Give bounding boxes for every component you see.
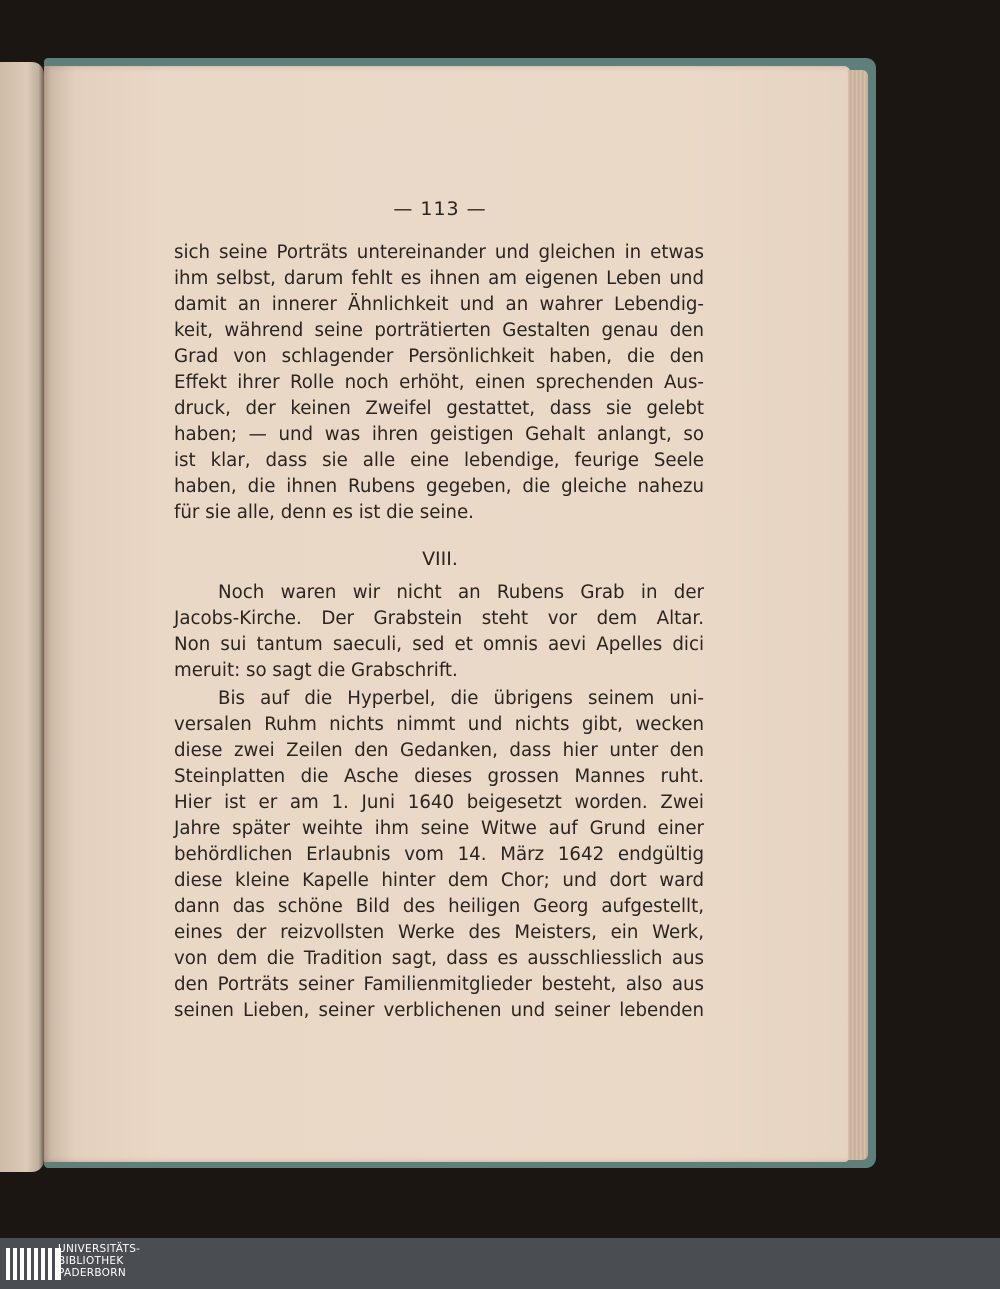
text-line: Jacobs-Kirche. Der Grabstein steht vor dem Altar.: [174, 608, 704, 629]
text-line: Jahre später weihte ihm seine Witwe auf Grund einer: [174, 818, 704, 839]
text-line: seinen Lieben, seiner verblichenen und seiner lebenden: [174, 1000, 704, 1021]
text-line: ihm selbst, darum fehlt es ihnen am eigenen Leben und: [174, 268, 704, 289]
text-line: Effekt ihrer Rolle noch erhöht, einen sprechenden Aus-: [174, 372, 704, 393]
library-logo-icon: [6, 1248, 61, 1280]
text-line: von dem die Tradition sagt, dass es ausschliesslich aus: [174, 948, 704, 969]
text-line: eines der reizvollsten Werke des Meisters, ein Werk,: [174, 922, 704, 943]
text-line: haben, die ihnen Rubens gegeben, die gleiche nahezu: [174, 476, 704, 497]
left-page-edge: [0, 62, 44, 1172]
text-line: Hier ist er am 1. Juni 1640 beigesetzt worden. Zwei: [174, 792, 704, 813]
text-line: druck, der keinen Zweifel gestattet, dass sie gelebt: [174, 398, 704, 419]
text-line: Non sui tantum saeculi, sed et omnis aevi Apelles dici: [174, 634, 704, 655]
paragraph-2: [174, 580, 704, 684]
text-line: dann das schöne Bild des heiligen Georg aufgestellt,: [174, 896, 704, 917]
footer-bar: [0, 1238, 1000, 1289]
logo-line: BIBLIOTHEK: [58, 1255, 124, 1267]
library-logo-text: [58, 1243, 140, 1279]
page-edges: [848, 70, 868, 1160]
text-line: diese zwei Zeilen den Gedanken, dass hier unter den: [174, 740, 704, 761]
text-line: keit, während seine porträtierten Gestalten genau den: [174, 320, 704, 341]
text-line: Noch waren wir nicht an Rubens Grab in der: [218, 582, 704, 603]
text-line: haben; — und was ihren geistigen Gehalt anlangt, so: [174, 424, 704, 445]
text-line: den Porträts seiner Familienmitglieder besteht, also aus: [174, 974, 704, 995]
section-heading: VIII.: [422, 548, 458, 570]
text-line: diese kleine Kapelle hinter dem Chor; und dort ward: [174, 870, 704, 891]
text-line: versalen Ruhm nichts nimmt und nichts gibt, wecken: [174, 714, 704, 735]
text-line: Grad von schlagender Persönlichkeit haben, die den: [174, 346, 704, 367]
text-line: sich seine Porträts untereinander und gleichen in etwas: [174, 242, 704, 263]
text-line: Steinplatten die Asche dieses grossen Mannes ruht.: [174, 766, 704, 787]
logo-line: PADERBORN: [58, 1267, 126, 1279]
paragraph-1: [174, 240, 704, 526]
text-line: damit an innerer Ähnlichkeit und an wahrer Lebendig-: [174, 294, 704, 315]
logo-line: UNIVERSITÄTS-: [58, 1243, 141, 1255]
text-line: für sie alle, denn es ist die seine.: [174, 502, 474, 523]
text-line: ist klar, dass sie alle eine lebendige, feurige Seele: [174, 450, 704, 471]
page-number: — 113 —: [393, 198, 487, 220]
text-line: Bis auf die Hyperbel, die übrigens seinem uni-: [218, 688, 704, 709]
paragraph-3: [174, 686, 704, 1024]
text-line: behördlichen Erlaubnis vom 14. März 1642 endgültig: [174, 844, 704, 865]
text-line: meruit: so sagt die Grabschrift.: [174, 660, 458, 681]
